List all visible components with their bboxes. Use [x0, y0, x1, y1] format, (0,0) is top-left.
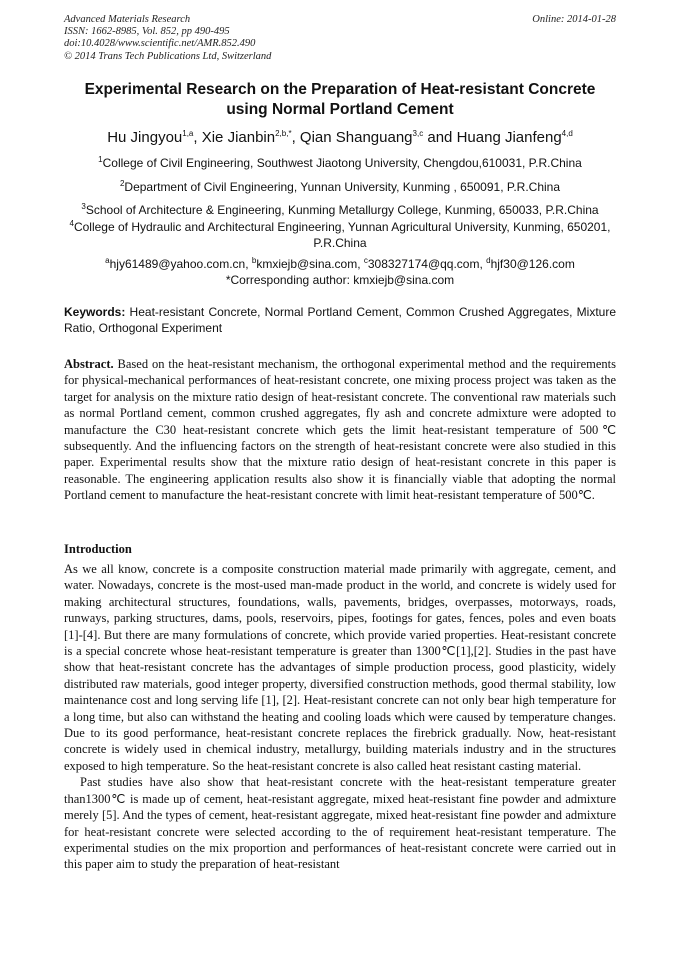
affiliation-text: School of Architecture & Engineering, Kunming Metallurgy College, Kunming, 650033, P.R.China	[85, 203, 599, 217]
author-name: Huang Jianfeng	[456, 129, 562, 146]
affiliation-sup: 2	[119, 179, 125, 188]
author-name: Hu Jingyou	[107, 129, 183, 146]
paragraph: As we all know, concrete is a composite construction material made primarily with aggregate, cement, and water. Nowadays, concrete is the most-used man-made product in the world, and concrete is widely used for making architectural structures, foundations, walls, pavements, bridges, overpasses, motorways, roads, runways, parking structures, dams, pools, reservoirs, pipes, footings for gates, fences, poles and even boats [1]-[4]. But there are many formulations of concrete, which provide varied properties. Heat-resistant concrete is a special concrete whose heat-resistant temperature is greater than 1300℃[1],[2]. Studies in the past have show that heat-resistant concrete has the advantages of simple production process, good plasticity, widely distributed raw materials, good integer property, diversified construction methods, good thermal stability, low maintenance cost and long serving life [1], [2]. Heat-resistant concrete can not only bear high temperature for a long time, but also can withstand the heating and cooling loads which were caused by temperature changes. Due to its good performance, heat-resistant concrete replaces the firebrick gradually. Now, heat-resistant concrete is widely used in chemical industry, metallurgy, building materials industry and in the structures exposed to high temperature. So the heat-resistant concrete is also called heat resistant casting material.	[64, 562, 616, 773]
abstract-text: Based on the heat-resistant mechanism, the orthogonal experimental method and the requirements for physical-mechanical performances of heat-resistant concrete, one mixing process project was taken as the target for analysis on the mixture ratio design of heat-resistant concrete. The conventional raw materials such as normal Portland cement, common crushed aggregates, fly ash and concrete admixture were adopted to manufacture the C30 heat-resistant concrete which gets the limit heat-resistant temperature of 500℃ subsequently. And the influencing factors on the strength of heat-resistant concrete were also studied in this paper. Experimental results show that the mixture ratio design of heat-resistant concrete in this paper is reasonable. The engineering application results also show it is financially viable that adopting the normal Portland cement to manufacture the heat-resistant concrete with limit heat-resistant temperature of 500℃.	[64, 357, 616, 503]
paragraph: Past studies have also show that heat-resistant concrete with the heat-resistant temperature greater than1300℃ is made up of cement, heat-resistant aggregate, mixed heat-resistant fine powder and admixture merely [5]. And the types of cement, heat-resistant aggregate, mixed heat-resistant fine powder and admixture for heat-resistant concrete were selected according to the of requirement heat-resistant temperature. The experimental studies on the mix proportion and performances of heat-resistant concrete were carried out in this paper aim to study the preparation of heat-resistant	[64, 775, 616, 872]
introduction-body	[64, 561, 616, 873]
journal-header	[64, 14, 616, 63]
journal-copyright: © 2014 Trans Tech Publications Ltd, Switzerland	[64, 50, 272, 62]
author-name: Qian Shanguang	[299, 129, 413, 146]
keywords	[64, 304, 616, 336]
affiliation	[58, 220, 622, 251]
author-sep: ,	[291, 129, 300, 146]
journal-issn: ISSN: 1662-8985, Vol. 852, pp 490-495	[64, 26, 230, 38]
affiliation-text: College of Civil Engineering, Southwest Jiaotong University, Chengdou,610031, P.R.China	[102, 156, 582, 170]
affiliation-sup: 4	[69, 219, 74, 228]
author-sep: ,	[193, 129, 202, 146]
affiliation-text: Department of Civil Engineering, Yunnan University, Kunming , 650091, P.R.China	[124, 180, 561, 194]
affiliation	[58, 203, 622, 219]
keywords-label: Keywords:	[64, 305, 126, 319]
email-block	[58, 257, 622, 288]
section-heading: Introduction	[64, 542, 132, 556]
author-sup: 3,c	[412, 129, 424, 138]
affiliation-sup: 1	[98, 155, 103, 164]
affiliation	[58, 156, 622, 172]
email-sup: b	[251, 256, 257, 265]
abstract	[64, 356, 616, 504]
corresponding-author: *Corresponding author: kmxiejb@sina.com	[225, 272, 455, 287]
author-sup: 4,d	[561, 129, 573, 138]
paper-title: Experimental Research on the Preparation of Heat-resistant Concrete using Normal Portland Cement	[84, 81, 596, 118]
author-sep: and	[423, 129, 457, 146]
affiliation	[58, 180, 622, 196]
email-link[interactable]: hjy61489@yahoo.com.cn,	[109, 257, 252, 271]
email-sup: d	[486, 256, 491, 265]
abstract-label: Abstract.	[64, 357, 114, 371]
author-list	[40, 128, 640, 148]
email-sup: c	[363, 256, 368, 265]
email-link[interactable]: 308327174@qq.com,	[367, 257, 487, 271]
email-link[interactable]: hjf30@126.com	[490, 257, 575, 271]
author-sup: 1,a	[182, 129, 194, 138]
journal-name: Advanced Materials Research	[64, 14, 191, 25]
author-name: Xie Jianbin	[201, 129, 276, 146]
keywords-text: Heat-resistant Concrete, Normal Portland Cement, Common Crushed Aggregates, Mixture Ratio, Orthogonal Experiment	[64, 305, 616, 335]
email-link[interactable]: kmxiejb@sina.com,	[256, 257, 364, 271]
journal-doi: doi:10.4028/www.scientific.net/AMR.852.490	[64, 38, 256, 50]
email-sup: a	[105, 256, 110, 265]
author-sup: 2,b,*	[275, 129, 292, 138]
affiliation-sup: 3	[81, 202, 86, 211]
affiliation-text: College of Hydraulic and Architectural Engineering, Yunnan Agricultural University, Kunming, 650201, P.R.China	[73, 220, 611, 250]
online-date: Online: 2014-01-28	[532, 14, 616, 25]
email-list	[58, 257, 622, 273]
